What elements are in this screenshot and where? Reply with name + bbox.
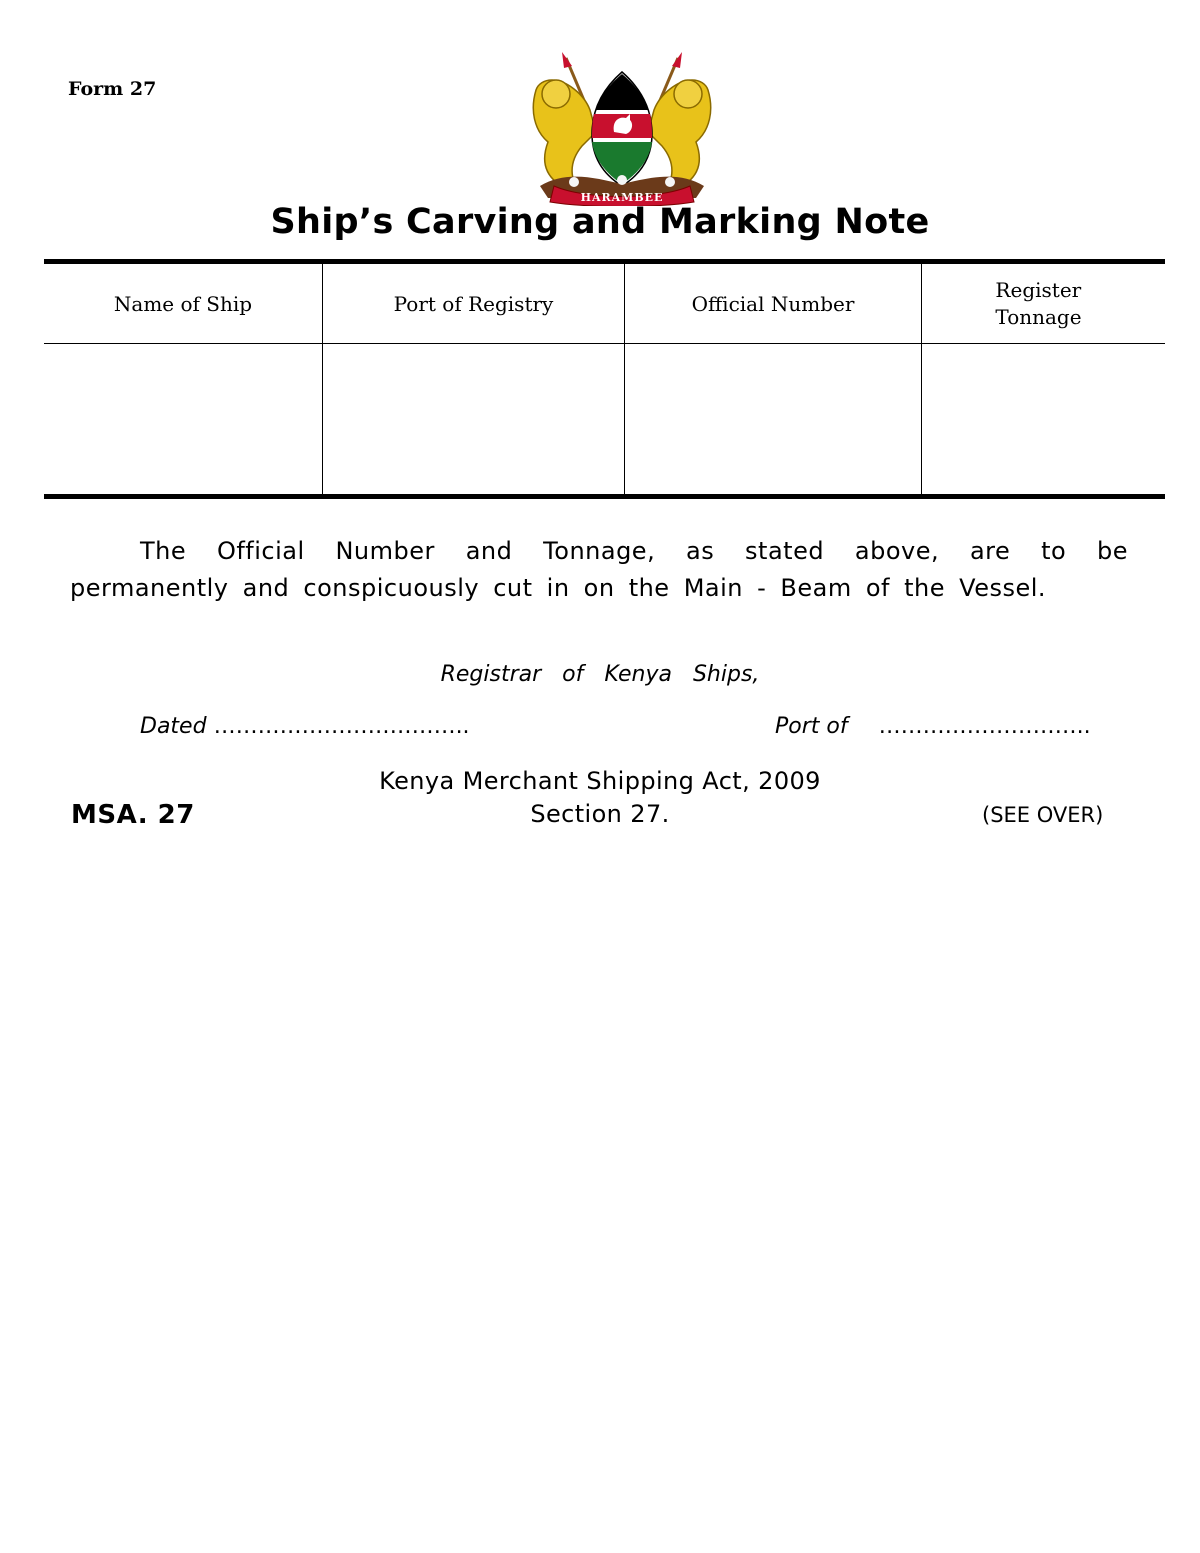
port-of-label: Port of [775,714,848,739]
form-code: MSA. 27 [71,800,195,830]
header-name-of-ship: Name of Ship [113,291,253,316]
registrar-line: Registrar of Kenya Ships, [440,662,760,687]
cell-name-of-ship[interactable] [44,345,322,493]
motto-text: HARAMBEE [580,191,664,204]
instruction-paragraph: The Official Number and Tonnage, as stated above, are to be permanently and conspicuously cut in on the Main - Beam of the Vessel. [70,537,1128,602]
ship-details-table [44,259,1165,499]
see-over-note: (SEE OVER) [982,803,1104,827]
dated-label: Dated [140,714,207,739]
header-official-number: Official Number [691,291,855,316]
form-number-label: Form 27 [68,78,157,100]
table-header-rule [44,343,1165,344]
header-port-of-registry: Port of Registry [393,291,554,316]
cell-port-of-registry[interactable] [323,345,624,493]
cell-register-tonnage[interactable] [922,345,1165,493]
section-reference: Section 27. [530,800,670,828]
table-bottom-rule [44,494,1165,499]
act-reference: Kenya Merchant Shipping Act, 2009 [379,767,821,795]
port-of-field[interactable] [775,714,1091,739]
dated-dots: …………………………….. [213,714,470,739]
page-title: Ship’s Carving and Marking Note [270,202,930,242]
header-register-tonnage: Register Tonnage [995,278,1082,329]
port-of-dots: ……………………….. [878,714,1091,739]
cell-official-number[interactable] [625,345,921,493]
dated-field[interactable] [140,714,470,739]
table-top-rule [44,259,1165,264]
kenya-coat-of-arms-icon [526,50,718,206]
